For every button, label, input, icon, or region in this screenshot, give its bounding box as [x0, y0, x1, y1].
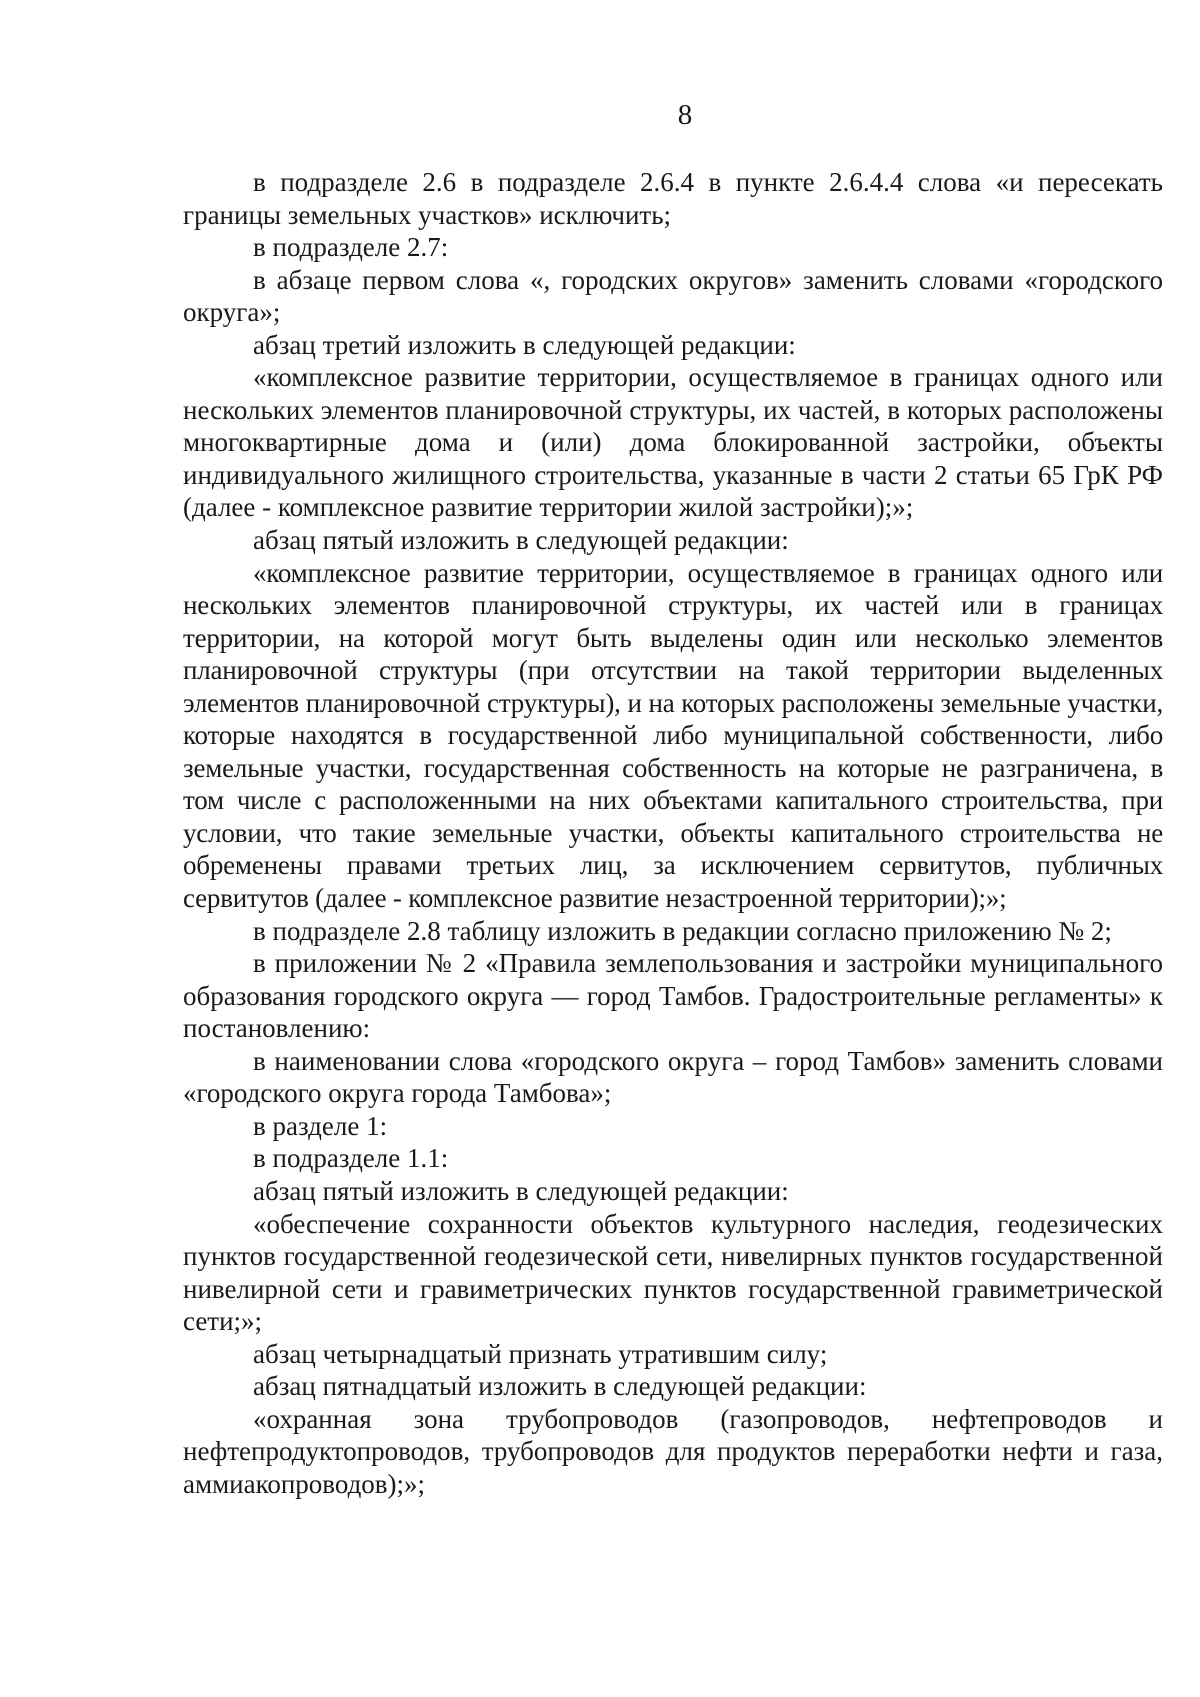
quoted-paragraph: «охранная зона трубопроводов (газопроводов, нефтепроводов и нефтепродуктопроводов, трубопроводов для продуктов переработки нефти и газа, аммиакопроводов);»; [183, 1403, 1163, 1499]
paragraph: в наименовании слова «городского округа – город Тамбов» заменить словами «городского округа города Тамбова»; [183, 1045, 1163, 1109]
quoted-paragraph: «обеспечение сохранности объектов культурного наследия, геодезических пунктов государственной геодезической сети, нивелирных пунктов государственной нивелирной сети и гравиметрических пунктов государственной гравиметрической сети;»; [183, 1208, 1163, 1337]
paragraph: в подразделе 2.8 таблицу изложить в редакции согласно приложению № 2; [253, 915, 1112, 946]
paragraph: в подразделе 2.6 в подразделе 2.6.4 в пункте 2.6.4.4 слова «и пересекать границы земельных участков» исключить; [183, 167, 1163, 230]
paragraph: абзац пятнадцатый изложить в следующей редакции: [253, 1371, 867, 1402]
paragraph: в приложении № 2 «Правила землепользования и застройки муниципального образования городского округа — город Тамбов. Градостроительные регламенты» к постановлению: [183, 948, 1163, 1044]
document-body [183, 166, 1163, 1500]
page-number: 8 [677, 99, 693, 131]
quoted-paragraph: «комплексное развитие территории, осуществляемое в границах одного или нескольких элементов планировочной структуры, их частей, в которых расположены многоквартирные дома и (или) дома блокированной застройки, объекты индивидуального жилищного строительства, указанные в части 2 статьи 65 ГрК РФ (далее - комплексное развитие территории жилой застройки);»; [183, 362, 1163, 523]
paragraph: в разделе 1: [253, 1110, 388, 1141]
paragraph: абзац пятый изложить в следующей редакции: [253, 1175, 789, 1206]
paragraph: в подразделе 2.7: [253, 232, 449, 263]
quoted-paragraph: «комплексное развитие территории, осуществляемое в границах одного или нескольких элементов планировочной структуры, их частей или в границах территории, на которой могут быть выделены один или несколько элементов планировочной структуры (при отсутствии на такой территории выделенных элементов планировочной структуры), и на которых расположены земельные участки, которые находятся в государственной либо муниципальной собственности, либо земельные участки, государственная собственность на которые не разграничена, в том числе с расположенными на них объектами капитального строительства, при условии, что такие земельные участки, объекты капитального строительства не обременены правами третьих лиц, за исключением сервитутов, публичных сервитутов (далее - комплексное развитие незастроенной территории);»; [183, 557, 1163, 914]
paragraph: абзац третий изложить в следующей редакции: [253, 329, 796, 360]
paragraph: в подразделе 1.1: [253, 1143, 449, 1174]
paragraph: в абзаце первом слова «, городских округов» заменить словами «городского округа»; [183, 264, 1163, 328]
paragraph: абзац четырнадцатый признать утратившим силу; [253, 1338, 828, 1369]
paragraph: абзац пятый изложить в следующей редакции: [253, 525, 789, 556]
